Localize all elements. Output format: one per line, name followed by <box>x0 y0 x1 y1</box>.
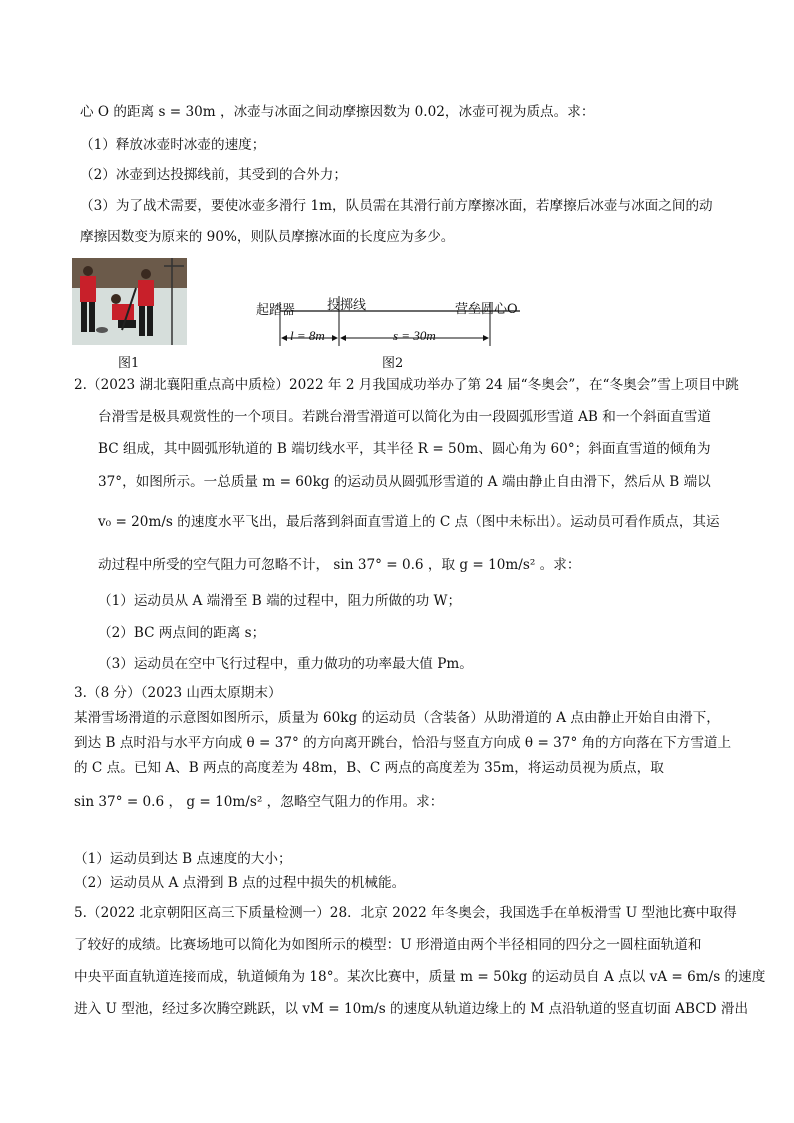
problem-3-line-1: 某滑雪场滑道的示意图如图所示，质量为 60kg 的运动员（含装备）从助滑道的 A 点由静止开始自由滑下， <box>74 710 720 726</box>
sub-question-2: （2）冰壶到达投掷线前，其受到的合外力； <box>80 167 347 183</box>
problem-5-line-2: 了较好的成绩。比赛场地可以简化为如图所示的模型：U 形滑道由两个半径相同的四分之一圆柱面轨道和 <box>74 937 702 953</box>
problem-continuation: 心 O 的距离 s = 30m ，冰壶与冰面之间动摩擦因数为 0.02，冰壶可视为质点。求： <box>80 104 595 120</box>
problem-5-line-1: 5.（2022 北京朝阳区高三下质量检测一）28．北京 2022 年冬奥会，我国选手在单板滑雪 U 型池比赛中取得 <box>74 905 737 921</box>
problem-2-line-4: 37°，如图所示。一总质量 m = 60kg 的运动员从圆弧形雪道的 A 端由静止自由滑下，然后从 B 端以 <box>98 474 711 490</box>
problem-2-line-5: v₀ = 20m/s 的速度水平飞出，最后落到斜面直雪道上的 C 点（图中未标出）。运动员可看作质点，其运 <box>98 514 720 530</box>
problem-2-line-6: 动过程中所受的空气阻力可忽略不计， sin 37° = 0.6 ，取 g = 10m/s² 。求： <box>98 557 581 573</box>
problem-2-sub-3: （3）运动员在空中飞行过程中，重力做功的功率最大值 Pm。 <box>98 656 473 672</box>
figure-1-caption: 图1 <box>118 356 140 371</box>
problem-3-sub-2: （2）运动员从 A 点滑到 B 点的过程中损失的机械能。 <box>74 875 406 891</box>
problem-2-sub-1: （1）运动员从 A 端滑至 B 端的过程中，阻力所做的功 W； <box>98 593 462 609</box>
sub-question-3-cont: 摩擦因数变为原来的 90%，则队员摩擦冰面的长度应为多少。 <box>80 229 455 245</box>
start-label: 起踏器 <box>256 303 296 318</box>
problem-3-heading: 3.（8 分）（2023 山西太原期末） <box>74 685 282 701</box>
sub-question-1: （1）释放冰壶时冰壶的速度； <box>80 137 266 153</box>
problem-3-sub-1: （1）运动员到达 B 点速度的大小； <box>74 851 292 867</box>
center-label: 营垒圆心O <box>455 302 518 317</box>
problem-3-line-2: 到达 B 点时沿与水平方向成 θ = 37° 的方向离开跳台，恰沿与竖直方向成 θ = 37° 角的方向落在下方雪道上 <box>74 735 732 751</box>
problem-2-sub-2: （2）BC 两点间的距离 s； <box>98 625 266 641</box>
length-l-label: l = 8m <box>290 328 325 343</box>
problem-2-line-2: 台滑雪是极具观赏性的一个项目。若跳台滑雪滑道可以简化为由一段圆弧形雪道 AB 和一个斜面直雪道 <box>98 409 711 425</box>
problem-5-line-3: 中央平面直轨道连接而成，轨道倾角为 18°。某次比赛中，质量 m = 50kg 的运动员自 A 点以 vA = 6m/s 的速度 <box>74 969 766 985</box>
problem-2-line-3: BC 组成，其中圆弧形轨道的 B 端切线水平，其半径 R = 50m、圆心角为 60°；斜面直雪道的倾角为 <box>98 441 711 457</box>
sub-question-3: （3）为了战术需要，要使冰壶多滑行 1m，队员需在其滑行前方摩擦冰面，若摩擦后冰壶与冰面之间的动 <box>80 198 713 214</box>
throw-line-label: 投掷线 <box>327 298 367 313</box>
problem-5-line-4: 进入 U 型池，经过多次腾空跳跃，以 vM = 10m/s 的速度从轨道边缘上的 M 点沿轨道的竖直切面 ABCD 滑出 <box>74 1001 749 1017</box>
problem-2-line-1: 2.（2023 湖北襄阳重点高中质检）2022 年 2 月我国成功举办了第 24 届“冬奥会”，在“冬奥会”雪上项目中跳 <box>74 377 739 393</box>
length-s-label: s = 30m <box>393 328 436 343</box>
curling-photo <box>72 258 187 345</box>
problem-3-line-3: 的 C 点。已知 A、B 两点的高度差为 48m，B、C 两点的高度差为 35m，将运动员视为质点，取 <box>74 760 664 776</box>
problem-3-line-4: sin 37° = 0.6 ， g = 10m/s² ，忽略空气阻力的作用。求： <box>74 794 444 810</box>
figure-2-caption: 图2 <box>382 356 404 371</box>
